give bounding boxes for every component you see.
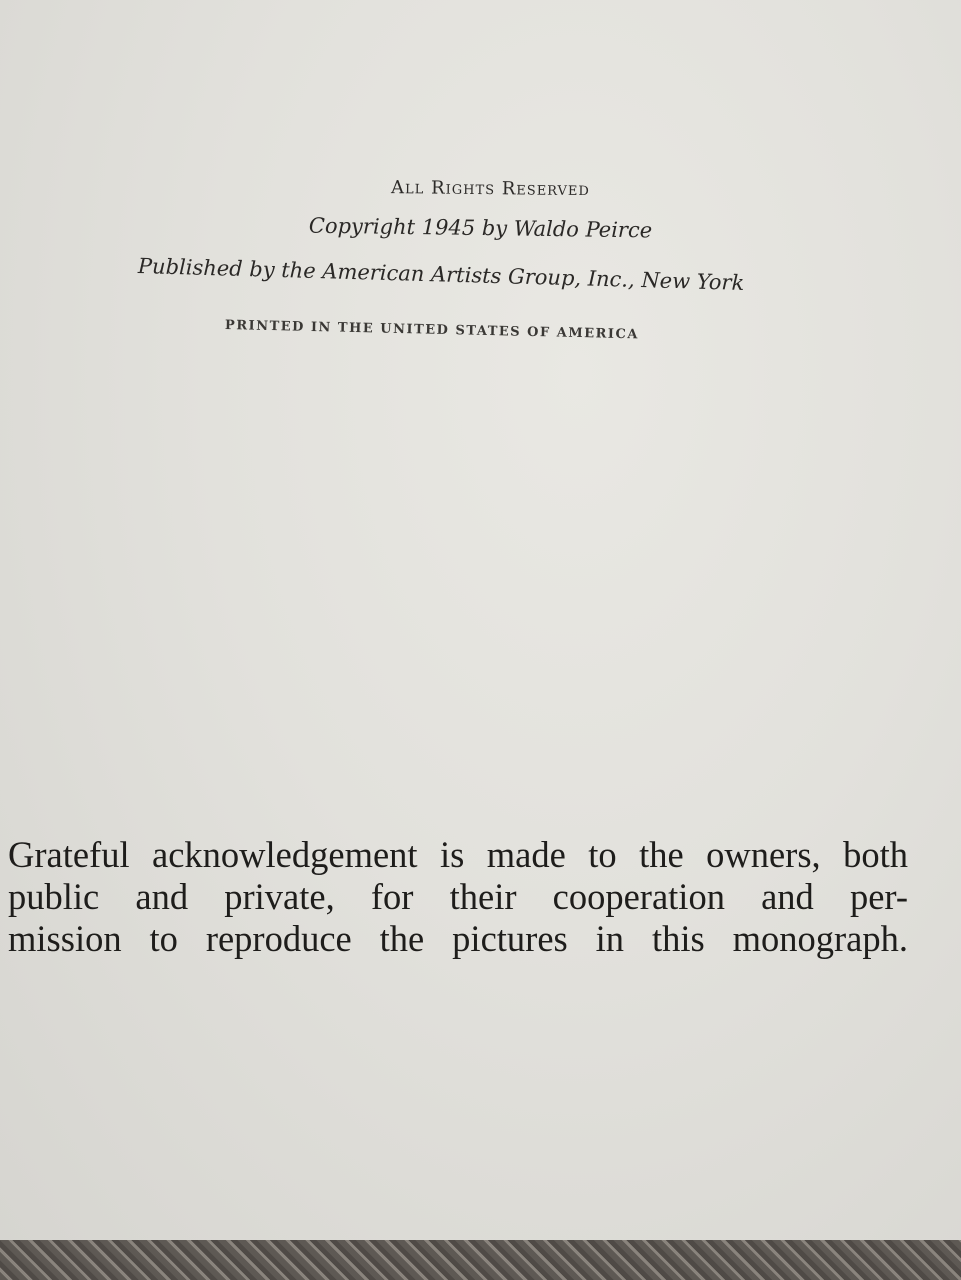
printed-in-line: PRINTED IN THE UNITED STATES OF AMERICA: [224, 318, 640, 343]
rights-reserved-notice: All Rights Reserved: [391, 177, 590, 201]
acknowledgement-line-2: public and private, for their cooperation and per-: [8, 876, 908, 917]
acknowledgement-paragraph: [8, 834, 908, 960]
copyright-line: Copyright 1945 by Waldo Peirce: [308, 213, 653, 243]
publisher-line: Published by the American Artists Group, Inc., New York: [137, 254, 745, 295]
acknowledgement-line-3: mission to reproduce the pictures in this monograph.: [8, 918, 908, 959]
background-fabric: [0, 1240, 961, 1280]
acknowledgement-line-1: Grateful acknowledgement is made to the owners, both: [8, 834, 908, 875]
